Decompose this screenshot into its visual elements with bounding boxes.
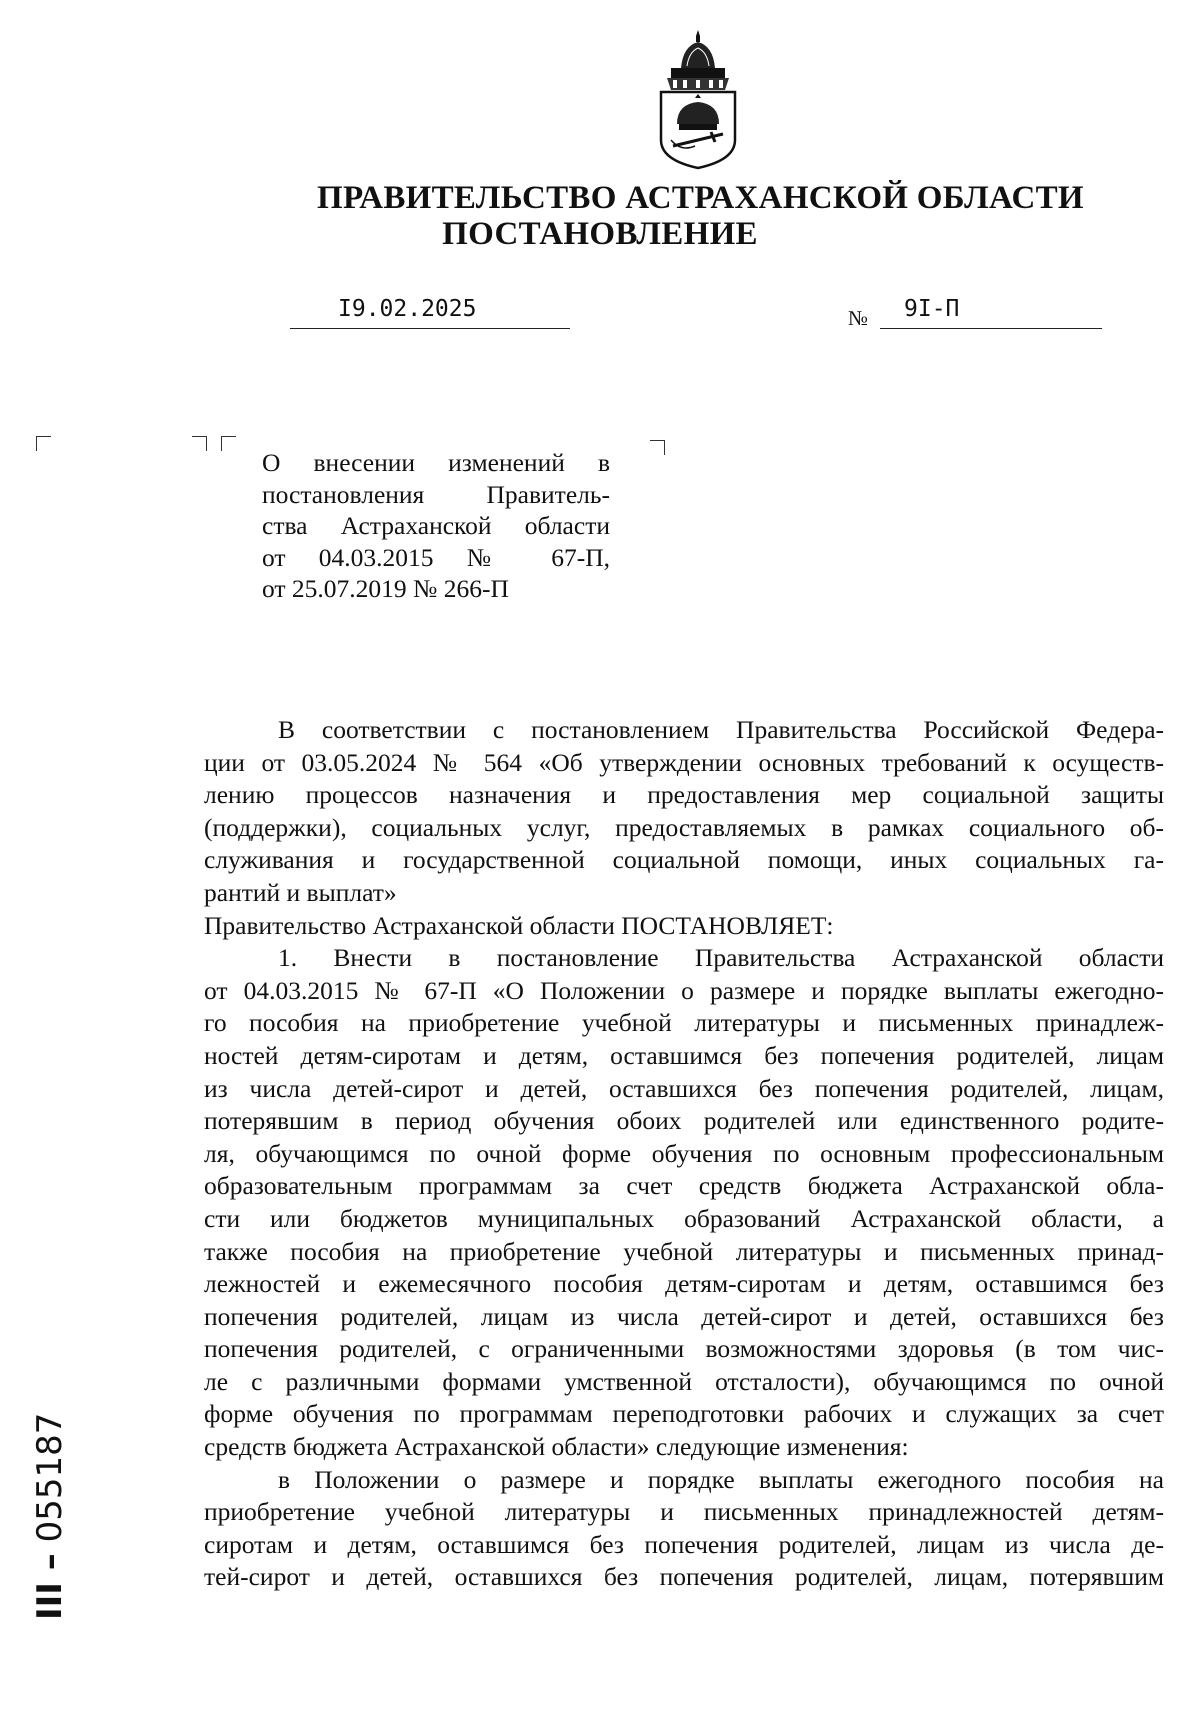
- body-line: лению процессов назначения и предоставления мер социальной защиты: [204, 780, 1164, 810]
- body-line: сти или бюджетов муниципальных образований Астраханской области, а: [204, 1203, 1164, 1233]
- document-subject: [262, 447, 610, 605]
- body-line: потерявшим в период обучения обоих родителей или единственного родите-: [204, 1106, 1164, 1136]
- organization-title: ПРАВИТЕЛЬСТВО АСТРАХАНСКОЙ ОБЛАСТИ: [317, 180, 1084, 216]
- body-line: образовательным программам за счет средств бюджета Астраханской обла-: [204, 1171, 1164, 1201]
- document-body: [204, 714, 1164, 1594]
- subject-line: ства Астраханской области: [262, 511, 610, 540]
- body-line: попечения родителей, лицам из числа детей-сирот и детей, оставшихся без: [204, 1301, 1164, 1331]
- body-line: также пособия на приобретение учебной литературы и письменных принад-: [204, 1236, 1164, 1266]
- body-line: лежностей и ежемесячного пособия детям-сиротам и детям, оставшимся без: [204, 1269, 1164, 1299]
- corner-mark: [221, 436, 236, 451]
- body-line: сиротам и детям, оставшимся без попечения родителей, лицам из числа де-: [204, 1529, 1164, 1559]
- subject-line: от 25.07.2019 № 266-П: [262, 574, 509, 603]
- body-line: ции от 03.05.2024 № 564 «Об утверждении основных требований к осуществ-: [204, 747, 1164, 777]
- body-line: го пособия на приобретение учебной литературы и письменных принадлеж-: [204, 1008, 1164, 1038]
- serial-prefix: ІІІ –: [30, 1553, 70, 1620]
- subject-line: от 04.03.2015 № 67-П,: [262, 542, 610, 572]
- body-line: попечения родителей, с ограниченными возможностями здоровья (в том чис-: [204, 1334, 1164, 1364]
- body-line: средств бюджета Астраханской области» следующие изменения:: [204, 1432, 909, 1462]
- serial-number: 055187: [30, 1412, 70, 1543]
- corner-mark: [650, 440, 665, 455]
- corner-mark: [36, 436, 51, 451]
- body-line: 1. Внести в постановление Правительства Астраханской области: [278, 943, 1164, 973]
- body-line: ностей детям-сиротам и детям, оставшимся без попечения родителей, лицам: [204, 1040, 1164, 1070]
- coat-of-arms-icon: [651, 28, 745, 170]
- body-line: Правительство Астраханской области ПОСТАНОВЛЯЕТ:: [204, 910, 834, 940]
- document-date: I9.02.2025: [290, 296, 570, 329]
- subject-line: постановления Правитель-: [262, 479, 610, 509]
- body-line: форме обучения по программам переподготовки рабочих и служащих за счет: [204, 1399, 1164, 1429]
- body-line: В соответствии с постановлением Правительства Российской Федера-: [278, 715, 1164, 744]
- body-line: ле с различными формами умственной отсталости), обучающимся по очной: [204, 1366, 1164, 1396]
- document-type-title: ПОСТАНОВЛЕНИЕ: [442, 216, 758, 252]
- blank-serial-number: [30, 1413, 70, 1620]
- body-line: от 04.03.2015 № 67-П «О Положении о размере и порядке выплаты ежегодно-: [204, 975, 1164, 1005]
- body-line: (поддержки), социальных услуг, предоставляемых в рамках социального об-: [204, 812, 1164, 842]
- body-line: рантий и выплат»: [204, 877, 397, 907]
- body-line: из числа детей-сирот и детей, оставшихся без попечения родителей, лицам,: [204, 1073, 1164, 1103]
- corner-mark: [192, 436, 207, 451]
- subject-line: О внесении изменений в: [262, 448, 610, 477]
- body-line: служивания и государственной социальной помощи, иных социальных га-: [204, 845, 1164, 875]
- body-line: ля, обучающимся по очной форме обучения по основным профессиональным: [204, 1138, 1164, 1168]
- number-label: №: [848, 306, 869, 330]
- body-line: в Положении о размере и порядке выплаты ежегодного пособия на: [278, 1464, 1164, 1494]
- body-line: тей-сирот и детей, оставшихся без попечения родителей, лицам, потерявшим: [204, 1562, 1164, 1592]
- document-number: 9I-П: [880, 296, 1102, 329]
- body-line: приобретение учебной литературы и письменных принадлежностей детям-: [204, 1497, 1164, 1527]
